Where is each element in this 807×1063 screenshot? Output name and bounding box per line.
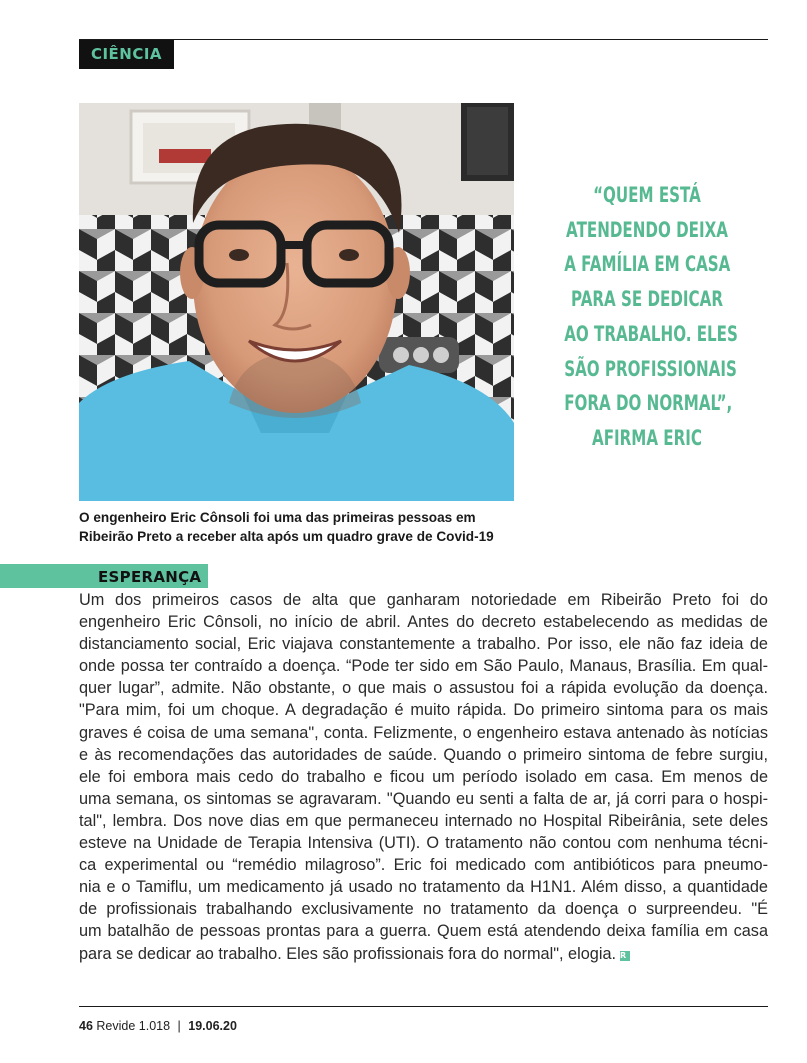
section-tag: CIÊNCIA: [79, 40, 174, 69]
pullquote: [564, 178, 738, 456]
body-line: um batalhão de pessoas prontas para a guerra. Quem está atendendo deixa família em casa: [79, 922, 768, 941]
magazine-issue: Revide 1.018: [96, 1019, 171, 1033]
body-line: Um dos primeiros casos de alta que ganharam notoriedade em Ribeirão Preto foi do: [79, 591, 768, 609]
body-line: uma semana, os sintomas se agravaram. "Quando eu senti a falta de ar, já corri para o hospi-: [79, 789, 768, 808]
pullquote-line: PARA SE DEDICAR: [571, 287, 723, 312]
body-line: tal", lembra. Dos nove dias em que permaneceu internado no Hospital Ribeirânia, sete deles: [79, 811, 768, 830]
article-body: [79, 589, 768, 965]
page-number: 46: [79, 1019, 93, 1033]
body-line: esteve na Unidade de Terapia Intensiva (UTI). O tratamento não contou com nenhuma técni-: [79, 834, 768, 853]
bottom-rule: [79, 1006, 768, 1007]
subhead: ESPERANÇA: [98, 568, 202, 586]
pullquote-line: “QUEM ESTÁ: [593, 183, 701, 207]
caption-line: O engenheiro Eric Cônsoli foi uma das primeiras pessoas em: [79, 510, 476, 525]
body-line: engenheiro Eric Cônsoli, no início de abril. Antes do decreto estabelecendo as medidas de: [79, 613, 768, 632]
top-rule: [79, 39, 768, 40]
body-line: e às recomendações das autoridades de saúde. Quando o primeiro sintoma de febre surgiu,: [79, 745, 768, 764]
body-line: nia e o Tamiflu, um medicamento já usado no tratamento da H1N1. Além disso, a quantidade: [79, 878, 768, 897]
article-photo: [79, 103, 514, 501]
portrait-illustration: [79, 103, 514, 501]
body-line: distanciamento social, Eric viajava constantemente a trabalho. Por isso, ele não faz ideia de: [79, 635, 768, 654]
body-line: graves é coisa de uma semana", conta. Felizmente, o engenheiro estava antenado às notícias: [79, 723, 768, 742]
pullquote-line: A FAMÍLIA EM CASA: [564, 252, 731, 277]
body-line: ca experimental ou “remédio milagroso”. Eric foi medicado com antibióticos para pneumo-: [79, 856, 768, 875]
footer-separator: |: [177, 1019, 181, 1033]
end-mark-icon: R: [620, 951, 630, 961]
pullquote-line: SÃO PROFISSIONAIS: [564, 356, 737, 381]
pullquote-line: ATENDENDO DEIXA: [566, 217, 728, 242]
body-line: de profissionais trabalhando exclusivamente no tratamento da doença o surpreendeu. "É: [79, 900, 768, 919]
pullquote-line: AO TRABALHO. ELES: [564, 321, 738, 346]
body-line: onde possa ter contraído a doença. “Pode ter sido em São Paulo, Manaus, Brasília. Em qual-: [79, 657, 768, 676]
pullquote-line: FORA DO NORMAL”,: [564, 391, 733, 416]
page-footer: [79, 1019, 237, 1033]
photo-caption: [79, 508, 519, 546]
body-line: quer lugar”, admite. Não obstante, o que mais o assustou foi a rápida evolução da doença.: [79, 679, 768, 698]
body-line: ele foi embora mais cedo do trabalho e ficou um período isolado em casa. Em menos de: [79, 767, 768, 786]
issue-date: 19.06.20: [188, 1019, 237, 1033]
pullquote-line: AFIRMA ERIC: [591, 425, 703, 450]
caption-line: Ribeirão Preto a receber alta após um quadro grave de Covid-19: [79, 529, 494, 544]
body-line: para se dedicar ao trabalho. Eles são profissionais fora do normal", elogia.: [79, 944, 617, 963]
body-line: "Para mim, foi um choque. A degradação é muito rápida. Do primeiro sintoma para os mais: [79, 701, 768, 720]
body-last-line: [79, 943, 768, 965]
